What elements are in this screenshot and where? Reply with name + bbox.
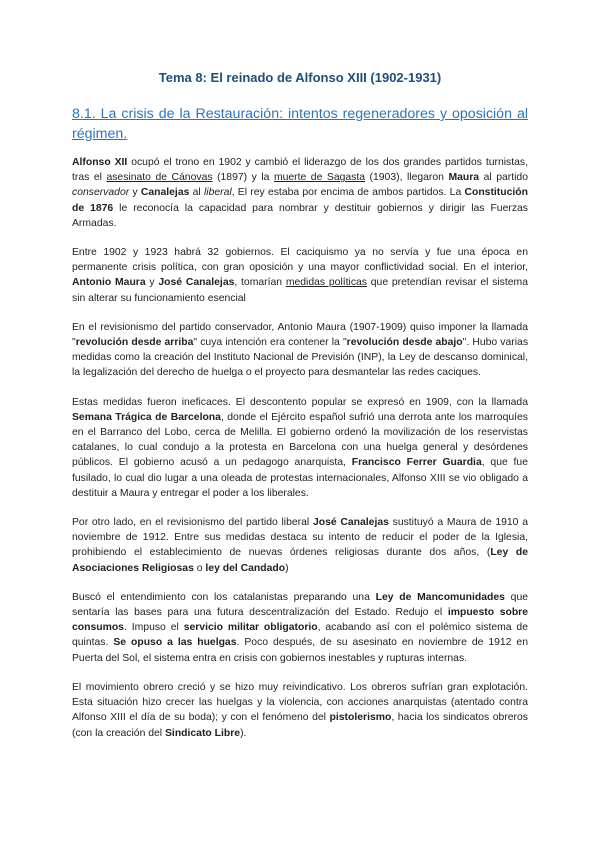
paragraph-2: Entre 1902 y 1923 habrá 32 gobiernos. El caciquismo ya no servía y fue una época en permanente crisis política, con gran oposición y una mayor conflictividad social. En el interior, Antonio Maura y José Canalejas, tomarían medidas políticas que pretendían revisar el sistema sin alterar su funcionamiento esencial — [72, 247, 528, 304]
paragraph-6: Buscó el entendimiento con los catalanistas preparando una Ley de Mancomunidades que sentaría las bases para una futura descentralización del Estado. Redujo el impuesto sobre consumos. Impuso el servicio militar obligatorio, acabando así con el polémico sistema de quintas. Se opuso a las huelgas. Poco después, de su asesinato en noviembre de 1912 en Puerta del Sol, el sistema entra en crisis con gobiernos inestables y rupturas internas. — [72, 591, 529, 664]
paragraph-4: Estas medidas fueron ineficaces. El descontento popular se expresó en 1909, con la llamada Semana Trágica de Barcelona, donde el Ejército español sufrió una derrota ante los marroquíes en el Barranco del Lobo, cerca de Melilla. El gobierno ordenó la movilización de los reservistas catalanes, lo cual condujo a la protesta en Barcelona con una huelga general y desórdenes públicos. El gobierno acusó a un pedagogo anarquista, Francisco Ferrer Guardia, que fue fusilado, lo cual dio lugar a una oleada de protestas internacionales, Alfonso XIII se vio obligado a destituir a Maura y entregar el poder a los liberales. — [72, 396, 528, 499]
paragraph-7: El movimiento obrero creció y se hizo muy reivindicativo. Los obreros sufrían gran explotación. Esta situación hizo crecer las huelgas y la violencia, con acciones anarquistas (atentado contra Alfonso XIII el día de su boda); y con el fenómeno del pistolerismo, hacia los sindicatos obreros (con la creación del Sindicato Libre). — [72, 681, 528, 739]
paragraph-3: En el revisionismo del partido conservador, Antonio Maura (1907-1909) quiso imponer la llamada "revolución desde arriba" cuya intención era contener la "revolución desde abajo". Hubo varias medidas como la creación del Instituto Nacional de Previsión (INP), la Ley de descanso dominical, la legalización del derecho de huelga o el proyecto para desmantelar las redes caciques. — [72, 321, 529, 379]
section-heading: 8.1. La crisis de la Restauración: intentos regeneradores y oposición al régimen. — [72, 106, 528, 142]
page-title: Tema 8: El reinado de Alfonso XIII (1902-1931) — [158, 70, 442, 85]
paragraph-1: Alfonso XII ocupó el trono en 1902 y cambió el liderazgo de los dos grandes partidos turnistas, tras el asesinato de Cánovas (1897) y la muerte de Sagasta (1903), llegaron Maura al partido conservador y Canalejas al liberal, El rey estaba por encima de ambos partidos. La Constitución de 1876 le reconocía la capacidad para nombrar y destituir gobiernos y dirigir las Fuerzas Armadas. — [72, 157, 529, 229]
document-body — [72, 155, 528, 755]
paragraph-5: Por otro lado, en el revisionismo del partido liberal José Canalejas sustituyó a Maura de 1910 a noviembre de 1912. Entre sus medidas destaca su intento de reducir el poder de la Iglesia, prohibiendo el establecimiento de nuevas órdenes religiosas durante dos años, (Ley de Asociaciones Religiosas o ley del Candado) — [72, 517, 528, 574]
